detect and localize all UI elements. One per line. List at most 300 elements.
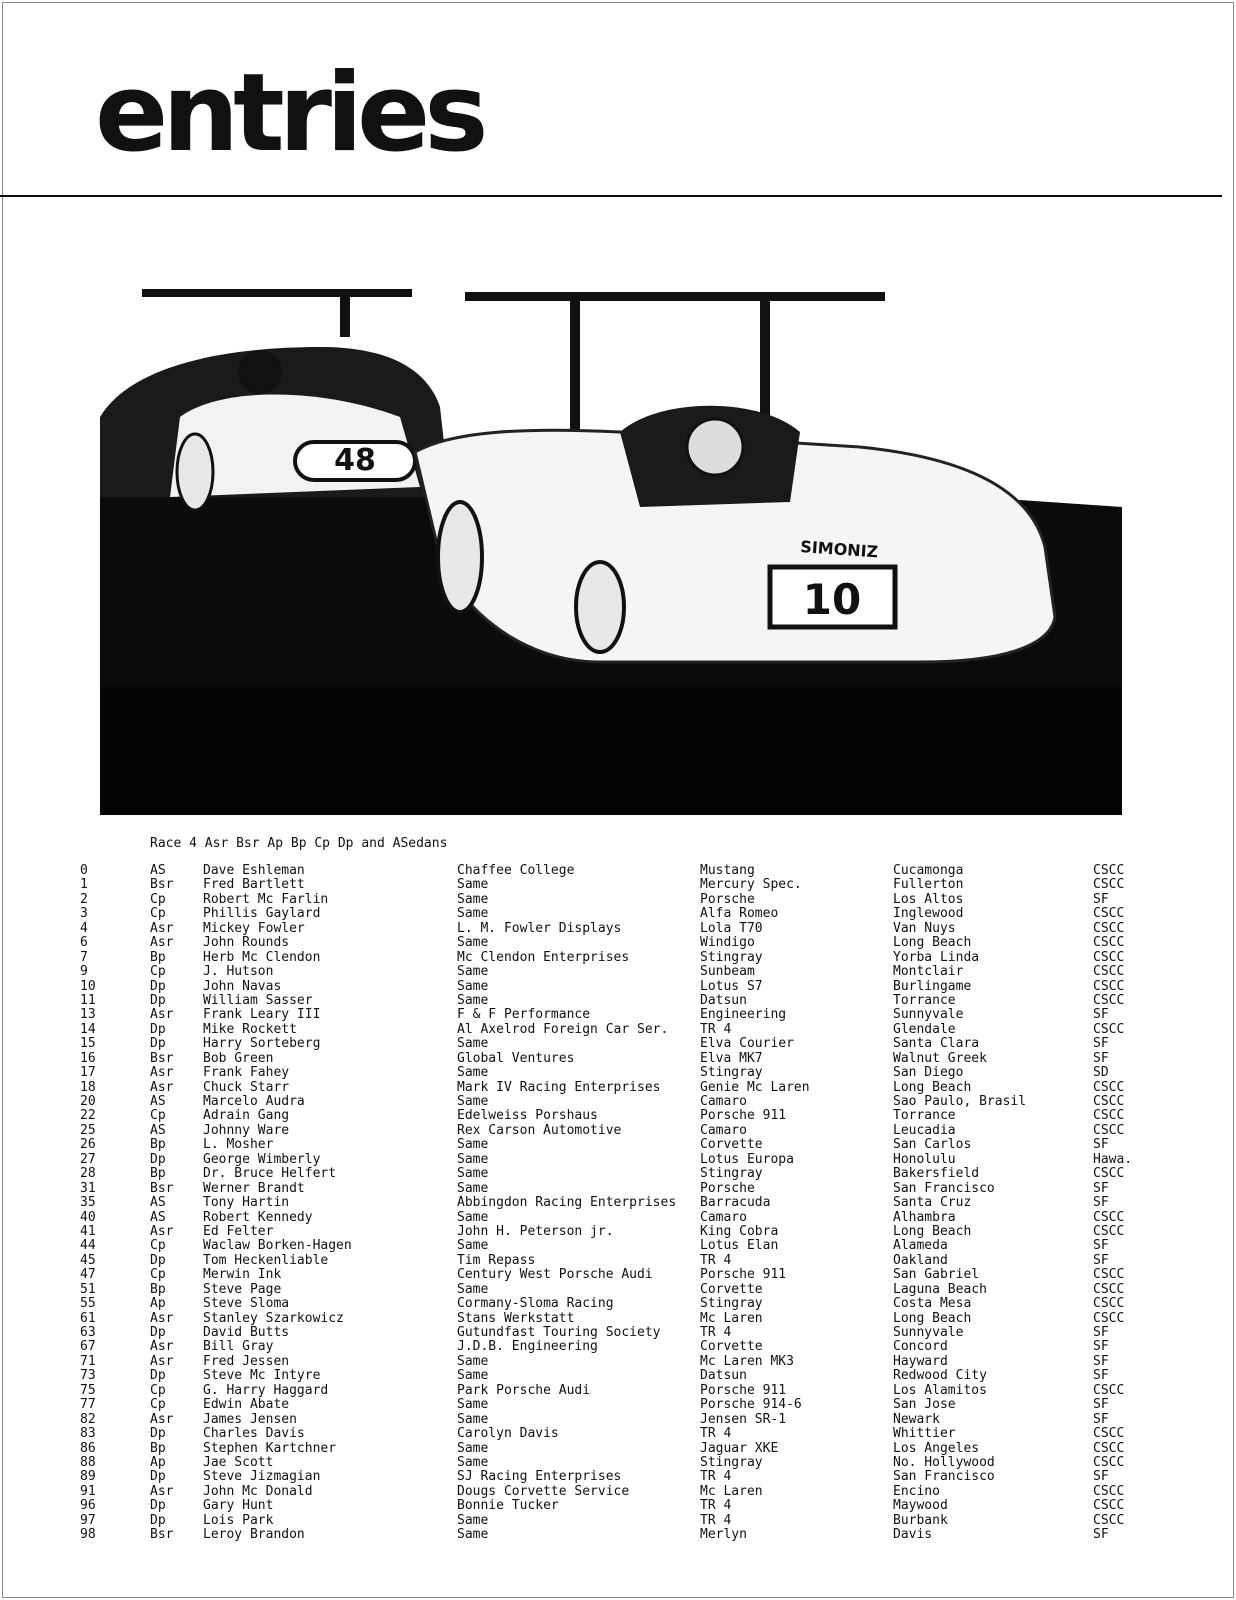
entry-entrant: Bonnie Tucker bbox=[457, 1498, 559, 1514]
entry-car: Camaro bbox=[700, 1094, 747, 1109]
entry-number: 3 bbox=[80, 906, 88, 922]
entry-entrant: Same bbox=[457, 1353, 489, 1369]
entry-class: AS bbox=[150, 1094, 166, 1109]
entry-car: Porsche 914-6 bbox=[700, 1397, 802, 1413]
entry-class: Cp bbox=[150, 906, 166, 922]
entry-car: TR 4 bbox=[700, 1325, 732, 1340]
entry-driver: Harry Sorteberg bbox=[203, 1036, 321, 1052]
entry-city: Alhambra bbox=[893, 1209, 956, 1225]
entry-region: SF bbox=[1093, 1050, 1109, 1066]
entry-car: Stingray bbox=[700, 1454, 763, 1470]
entry-number: 55 bbox=[80, 1296, 96, 1312]
entry-row bbox=[0, 1384, 1236, 1398]
entry-region: SF bbox=[1093, 891, 1109, 907]
entry-region: CSCC bbox=[1093, 906, 1125, 922]
entry-entrant: Tim Repass bbox=[457, 1252, 536, 1268]
entry-row bbox=[0, 1499, 1236, 1513]
entry-region: CSCC bbox=[1093, 1122, 1125, 1138]
entry-class: Asr bbox=[150, 1353, 174, 1369]
entry-class: Cp bbox=[150, 1108, 166, 1124]
entry-region: SF bbox=[1093, 1238, 1109, 1254]
entry-row bbox=[0, 1138, 1236, 1152]
entry-number: 75 bbox=[80, 1382, 96, 1398]
entry-number: 6 bbox=[80, 935, 88, 951]
entry-driver: Mike Rockett bbox=[203, 1021, 297, 1037]
entry-number: 41 bbox=[80, 1223, 96, 1239]
entry-class: Asr bbox=[150, 1310, 174, 1326]
entry-region: CSCC bbox=[1093, 920, 1125, 936]
entry-class: Ap bbox=[150, 1454, 166, 1470]
entry-row bbox=[0, 893, 1236, 907]
entry-entrant: Same bbox=[457, 1151, 489, 1167]
entry-number: 9 bbox=[80, 964, 88, 980]
entry-region: SF bbox=[1093, 1137, 1109, 1153]
entry-car: Windigo bbox=[700, 935, 755, 951]
entry-row bbox=[0, 1268, 1236, 1282]
entry-row bbox=[0, 1456, 1236, 1470]
entry-entrant: Same bbox=[457, 1527, 489, 1543]
entry-entrant: F & F Performance bbox=[457, 1007, 591, 1023]
entry-region: Hawa. bbox=[1093, 1151, 1133, 1167]
entry-class: Cp bbox=[150, 964, 166, 980]
entry-entrant: Chaffee College bbox=[457, 863, 575, 878]
entry-region: CSCC bbox=[1093, 978, 1125, 994]
entry-driver: Werner Brandt bbox=[203, 1180, 305, 1196]
entry-row bbox=[0, 1239, 1236, 1253]
entry-row bbox=[0, 1514, 1236, 1528]
entry-row bbox=[0, 1297, 1236, 1311]
entry-row bbox=[0, 1182, 1236, 1196]
entry-city: Sunnyvale bbox=[893, 1007, 964, 1023]
entry-driver: Mickey Fowler bbox=[203, 920, 305, 936]
entry-driver: Lois Park bbox=[203, 1512, 274, 1528]
entry-city: Walnut Greek bbox=[893, 1050, 987, 1066]
entry-region: CSCC bbox=[1093, 1440, 1125, 1456]
entry-number: 61 bbox=[80, 1310, 96, 1326]
entry-class: Cp bbox=[150, 1397, 166, 1413]
entry-row bbox=[0, 1398, 1236, 1412]
entry-row bbox=[0, 1211, 1236, 1225]
entry-class: Asr bbox=[150, 1223, 174, 1239]
entry-driver: Bob Green bbox=[203, 1050, 274, 1066]
entry-region: SF bbox=[1093, 1252, 1109, 1268]
entry-row bbox=[0, 1008, 1236, 1022]
entry-row bbox=[0, 965, 1236, 979]
entry-city: Los Angeles bbox=[893, 1440, 980, 1456]
entry-driver: Leroy Brandon bbox=[203, 1527, 305, 1543]
entry-region: SF bbox=[1093, 1195, 1109, 1211]
entry-row bbox=[0, 994, 1236, 1008]
entry-region: SF bbox=[1093, 1325, 1109, 1340]
entry-city: Torrance bbox=[893, 1108, 956, 1124]
entry-row bbox=[0, 1225, 1236, 1239]
entry-car: Stingray bbox=[700, 1296, 763, 1312]
entry-entrant: Same bbox=[457, 1036, 489, 1052]
entry-entrant: J.D.B. Engineering bbox=[457, 1339, 598, 1355]
entry-class: AS bbox=[150, 863, 166, 878]
entry-city: San Gabriel bbox=[893, 1267, 980, 1283]
entry-city: Cucamonga bbox=[893, 863, 964, 878]
entry-driver: J. Hutson bbox=[203, 964, 274, 980]
entry-row bbox=[0, 1413, 1236, 1427]
entry-city: San Jose bbox=[893, 1397, 956, 1413]
entry-city: Long Beach bbox=[893, 1079, 972, 1095]
entry-city: Burbank bbox=[893, 1512, 948, 1528]
car-number-10: 10 bbox=[802, 575, 862, 624]
entry-car: TR 4 bbox=[700, 1252, 732, 1268]
entry-row bbox=[0, 1355, 1236, 1369]
entry-class: Asr bbox=[150, 1079, 174, 1095]
entry-entrant: SJ Racing Enterprises bbox=[457, 1469, 622, 1485]
entry-driver: George Wimberly bbox=[203, 1151, 321, 1167]
entry-car: TR 4 bbox=[700, 1512, 732, 1528]
entry-driver: Johnny Ware bbox=[203, 1122, 290, 1138]
entry-region: CSCC bbox=[1093, 935, 1125, 951]
entry-car: Stingray bbox=[700, 1166, 763, 1182]
entry-driver: Jae Scott bbox=[203, 1454, 274, 1470]
entry-row bbox=[0, 936, 1236, 950]
entry-city: Inglewood bbox=[893, 906, 964, 922]
entry-car: Porsche bbox=[700, 891, 755, 907]
entry-number: 83 bbox=[80, 1426, 96, 1442]
entry-entrant: Century West Porsche Audi bbox=[457, 1267, 653, 1283]
entry-row bbox=[0, 1037, 1236, 1051]
entry-driver: Gary Hunt bbox=[203, 1498, 274, 1514]
entry-number: 82 bbox=[80, 1411, 96, 1427]
entry-class: Asr bbox=[150, 1339, 174, 1355]
entry-region: SD bbox=[1093, 1065, 1109, 1081]
entry-region: CSCC bbox=[1093, 1209, 1125, 1225]
entry-city: Yorba Linda bbox=[893, 949, 980, 965]
entry-region: CSCC bbox=[1093, 992, 1125, 1008]
entry-entrant: Same bbox=[457, 992, 489, 1008]
entry-city: Alameda bbox=[893, 1238, 948, 1254]
entry-city: Sao Paulo, Brasil bbox=[893, 1094, 1027, 1109]
entry-driver: Steve Page bbox=[203, 1281, 282, 1297]
entry-driver: David Butts bbox=[203, 1325, 290, 1340]
entry-class: Dp bbox=[150, 1426, 166, 1442]
entry-car: Elva Courier bbox=[700, 1036, 794, 1052]
entry-class: Dp bbox=[150, 978, 166, 994]
entry-car: Mc Laren MK3 bbox=[700, 1353, 794, 1369]
entry-region: CSCC bbox=[1093, 1108, 1125, 1124]
entry-car: TR 4 bbox=[700, 1021, 732, 1037]
entry-number: 11 bbox=[80, 992, 96, 1008]
entry-number: 97 bbox=[80, 1512, 96, 1528]
entry-car: Camaro bbox=[700, 1209, 747, 1225]
entry-region: CSCC bbox=[1093, 877, 1125, 893]
entry-row bbox=[0, 1081, 1236, 1095]
sponsor-text: SIMONIZ bbox=[799, 537, 879, 562]
entry-city: Sunnyvale bbox=[893, 1325, 964, 1340]
entry-row bbox=[0, 878, 1236, 892]
entry-region: CSCC bbox=[1093, 949, 1125, 965]
entry-class: Dp bbox=[150, 1512, 166, 1528]
entry-number: 25 bbox=[80, 1122, 96, 1138]
entry-row bbox=[0, 1153, 1236, 1167]
entry-row bbox=[0, 1109, 1236, 1123]
entry-city: Van Nuys bbox=[893, 920, 956, 936]
entry-city: Burlingame bbox=[893, 978, 972, 994]
entry-city: Santa Clara bbox=[893, 1036, 980, 1052]
entry-city: Bakersfield bbox=[893, 1166, 980, 1182]
entry-region: CSCC bbox=[1093, 964, 1125, 980]
entry-class: Bsr bbox=[150, 1050, 174, 1066]
entry-entrant: Same bbox=[457, 1209, 489, 1225]
entry-driver: L. Mosher bbox=[203, 1137, 274, 1153]
entry-number: 0 bbox=[80, 863, 88, 878]
entry-city: San Diego bbox=[893, 1065, 964, 1081]
entry-number: 17 bbox=[80, 1065, 96, 1081]
entry-class: Bp bbox=[150, 949, 166, 965]
entry-class: Dp bbox=[150, 1498, 166, 1514]
entry-city: Oakland bbox=[893, 1252, 948, 1268]
entry-car: Mustang bbox=[700, 863, 755, 878]
entry-entrant: Carolyn Davis bbox=[457, 1426, 559, 1442]
entry-car: Jaguar XKE bbox=[700, 1440, 779, 1456]
entry-number: 89 bbox=[80, 1469, 96, 1485]
entry-region: CSCC bbox=[1093, 1382, 1125, 1398]
entry-row bbox=[0, 922, 1236, 936]
entry-class: Bp bbox=[150, 1166, 166, 1182]
entry-row bbox=[0, 1326, 1236, 1340]
entry-city: Los Altos bbox=[893, 891, 964, 907]
entry-region: CSCC bbox=[1093, 863, 1125, 878]
entry-number: 27 bbox=[80, 1151, 96, 1167]
entry-number: 10 bbox=[80, 978, 96, 994]
entry-number: 77 bbox=[80, 1397, 96, 1413]
entry-entrant: Same bbox=[457, 1137, 489, 1153]
entry-number: 26 bbox=[80, 1137, 96, 1153]
entry-car: Porsche bbox=[700, 1180, 755, 1196]
entry-driver: John Navas bbox=[203, 978, 282, 994]
entry-class: Asr bbox=[150, 1411, 174, 1427]
entry-car: Lotus Elan bbox=[700, 1238, 779, 1254]
entry-car: Engineering bbox=[700, 1007, 787, 1023]
car-number-48: 48 bbox=[334, 443, 376, 478]
entry-city: Laguna Beach bbox=[893, 1281, 987, 1297]
entry-row bbox=[0, 1052, 1236, 1066]
entry-driver: Waclaw Borken-Hagen bbox=[203, 1238, 352, 1254]
entry-entrant: Edelweiss Porshaus bbox=[457, 1108, 598, 1124]
entry-entrant: Same bbox=[457, 1368, 489, 1384]
entry-entrant: Gutundfast Touring Society bbox=[457, 1325, 661, 1340]
entry-driver: Edwin Abate bbox=[203, 1397, 290, 1413]
entry-number: 1 bbox=[80, 877, 88, 893]
entry-region: CSCC bbox=[1093, 1310, 1125, 1326]
entry-class: Bp bbox=[150, 1440, 166, 1456]
entry-city: Glendale bbox=[893, 1021, 956, 1037]
entry-car: Stingray bbox=[700, 1065, 763, 1081]
race-title: Race 4 Asr Bsr Ap Bp Cp Dp and ASedans bbox=[150, 836, 448, 851]
entry-entrant: Same bbox=[457, 935, 489, 951]
entry-class: Dp bbox=[150, 1368, 166, 1384]
entry-number: 98 bbox=[80, 1527, 96, 1543]
entry-car: Porsche 911 bbox=[700, 1108, 787, 1124]
entry-car: Sunbeam bbox=[700, 964, 755, 980]
entry-driver: Bill Gray bbox=[203, 1339, 274, 1355]
entry-driver: Stephen Kartchner bbox=[203, 1440, 337, 1456]
entry-car: Mc Laren bbox=[700, 1483, 763, 1499]
entry-driver: John Mc Donald bbox=[203, 1483, 313, 1499]
entry-class: Bp bbox=[150, 1281, 166, 1297]
entry-class: Dp bbox=[150, 1252, 166, 1268]
entry-entrant: Same bbox=[457, 1166, 489, 1182]
entry-row bbox=[0, 1369, 1236, 1383]
entry-driver: Tom Heckenliable bbox=[203, 1252, 329, 1268]
entry-car: Porsche 911 bbox=[700, 1382, 787, 1398]
entry-entrant: Same bbox=[457, 877, 489, 893]
entry-city: Maywood bbox=[893, 1498, 948, 1514]
entry-region: CSCC bbox=[1093, 1079, 1125, 1095]
entry-entrant: L. M. Fowler Displays bbox=[457, 920, 622, 936]
entry-car: TR 4 bbox=[700, 1469, 732, 1485]
entry-entrant: Cormany-Sloma Racing bbox=[457, 1296, 614, 1312]
entry-car: Datsun bbox=[700, 1368, 747, 1384]
entry-car: Lotus Europa bbox=[700, 1151, 794, 1167]
entry-region: SF bbox=[1093, 1339, 1109, 1355]
entry-row bbox=[0, 1283, 1236, 1297]
entry-driver: Steve Sloma bbox=[203, 1296, 290, 1312]
entry-driver: William Sasser bbox=[203, 992, 313, 1008]
entry-car: Elva MK7 bbox=[700, 1050, 763, 1066]
entry-number: 91 bbox=[80, 1483, 96, 1499]
entry-entrant: Same bbox=[457, 1454, 489, 1470]
entry-driver: Frank Leary III bbox=[203, 1007, 321, 1023]
entry-entrant: Rex Carson Automotive bbox=[457, 1122, 622, 1138]
entry-entrant: Same bbox=[457, 1440, 489, 1456]
entry-number: 96 bbox=[80, 1498, 96, 1514]
entry-city: Hayward bbox=[893, 1353, 948, 1369]
entry-row bbox=[0, 1485, 1236, 1499]
entry-driver: Fred Jessen bbox=[203, 1353, 290, 1369]
entry-car: Barracuda bbox=[700, 1195, 771, 1211]
entry-class: Dp bbox=[150, 1036, 166, 1052]
entry-driver: Ed Felter bbox=[203, 1223, 274, 1239]
entry-car: Genie Mc Laren bbox=[700, 1079, 810, 1095]
entry-car: Lotus S7 bbox=[700, 978, 763, 994]
entry-region: CSCC bbox=[1093, 1021, 1125, 1037]
entry-city: Newark bbox=[893, 1411, 940, 1427]
entry-class: Asr bbox=[150, 1483, 174, 1499]
entry-city: Davis bbox=[893, 1527, 933, 1543]
entry-region: CSCC bbox=[1093, 1498, 1125, 1514]
entry-car: Mercury Spec. bbox=[700, 877, 802, 893]
entry-row bbox=[0, 1312, 1236, 1326]
entry-row bbox=[0, 1124, 1236, 1138]
entry-driver: Stanley Szarkowicz bbox=[203, 1310, 344, 1326]
entry-number: 45 bbox=[80, 1252, 96, 1268]
entry-car: King Cobra bbox=[700, 1223, 779, 1239]
entry-car: Corvette bbox=[700, 1137, 763, 1153]
entry-class: Cp bbox=[150, 891, 166, 907]
entry-row bbox=[0, 1340, 1236, 1354]
entry-driver: Steve Mc Intyre bbox=[203, 1368, 321, 1384]
entry-row bbox=[0, 1066, 1236, 1080]
entry-class: AS bbox=[150, 1195, 166, 1211]
entry-region: SF bbox=[1093, 1411, 1109, 1427]
entry-number: 63 bbox=[80, 1325, 96, 1340]
entry-number: 35 bbox=[80, 1195, 96, 1211]
entry-city: Long Beach bbox=[893, 1223, 972, 1239]
entry-driver: Frank Fahey bbox=[203, 1065, 290, 1081]
entry-region: SF bbox=[1093, 1036, 1109, 1052]
entry-city: San Francisco bbox=[893, 1180, 995, 1196]
entry-city: Torrance bbox=[893, 992, 956, 1008]
entry-list bbox=[0, 864, 1236, 1543]
entry-row bbox=[0, 907, 1236, 921]
entry-city: Redwood City bbox=[893, 1368, 987, 1384]
entry-class: AS bbox=[150, 1122, 166, 1138]
entry-entrant: Mc Clendon Enterprises bbox=[457, 949, 630, 965]
entry-car: Stingray bbox=[700, 949, 763, 965]
entry-entrant: John H. Peterson jr. bbox=[457, 1223, 614, 1239]
entry-driver: Fred Bartlett bbox=[203, 877, 305, 893]
entry-car: Alfa Romeo bbox=[700, 906, 779, 922]
entry-number: 31 bbox=[80, 1180, 96, 1196]
entry-city: Montclair bbox=[893, 964, 964, 980]
entry-entrant: Same bbox=[457, 978, 489, 994]
entry-driver: Merwin Ink bbox=[203, 1267, 282, 1283]
entry-number: 47 bbox=[80, 1267, 96, 1283]
entry-row bbox=[0, 1470, 1236, 1484]
entry-number: 28 bbox=[80, 1166, 96, 1182]
entry-region: CSCC bbox=[1093, 1296, 1125, 1312]
entry-city: Whittier bbox=[893, 1426, 956, 1442]
entry-region: SF bbox=[1093, 1353, 1109, 1369]
entry-class: Dp bbox=[150, 1151, 166, 1167]
entry-car: Corvette bbox=[700, 1281, 763, 1297]
entry-number: 15 bbox=[80, 1036, 96, 1052]
entry-driver: Charles Davis bbox=[203, 1426, 305, 1442]
entry-class: Ap bbox=[150, 1296, 166, 1312]
entry-number: 44 bbox=[80, 1238, 96, 1254]
entry-entrant: Al Axelrod Foreign Car Ser. bbox=[457, 1021, 669, 1037]
entry-number: 73 bbox=[80, 1368, 96, 1384]
entry-class: Bp bbox=[150, 1137, 166, 1153]
entry-city: Costa Mesa bbox=[893, 1296, 972, 1312]
entry-number: 67 bbox=[80, 1339, 96, 1355]
entry-class: Cp bbox=[150, 1238, 166, 1254]
entry-driver: James Jensen bbox=[203, 1411, 297, 1427]
entry-entrant: Same bbox=[457, 1180, 489, 1196]
entry-driver: Steve Jizmagian bbox=[203, 1469, 321, 1485]
entry-row bbox=[0, 1167, 1236, 1181]
entry-entrant: Same bbox=[457, 891, 489, 907]
entry-entrant: Dougs Corvette Service bbox=[457, 1483, 630, 1499]
entry-class: Cp bbox=[150, 1382, 166, 1398]
entry-entrant: Same bbox=[457, 964, 489, 980]
entry-region: CSCC bbox=[1093, 1512, 1125, 1528]
entry-region: SF bbox=[1093, 1180, 1109, 1196]
entry-class: Dp bbox=[150, 992, 166, 1008]
entry-entrant: Same bbox=[457, 1397, 489, 1413]
entry-city: Long Beach bbox=[893, 1310, 972, 1326]
entry-car: Porsche 911 bbox=[700, 1267, 787, 1283]
entry-city: Los Alamitos bbox=[893, 1382, 987, 1398]
entry-region: SF bbox=[1093, 1397, 1109, 1413]
entry-region: CSCC bbox=[1093, 1454, 1125, 1470]
entry-number: 7 bbox=[80, 949, 88, 965]
entry-entrant: Stans Werkstatt bbox=[457, 1310, 575, 1326]
entry-entrant: Same bbox=[457, 1512, 489, 1528]
heading-rule bbox=[0, 195, 1222, 197]
entry-region: CSCC bbox=[1093, 1426, 1125, 1442]
entry-entrant: Mark IV Racing Enterprises bbox=[457, 1079, 661, 1095]
entry-class: Dp bbox=[150, 1325, 166, 1340]
entry-car: Jensen SR-1 bbox=[700, 1411, 787, 1427]
entry-driver: John Rounds bbox=[203, 935, 290, 951]
